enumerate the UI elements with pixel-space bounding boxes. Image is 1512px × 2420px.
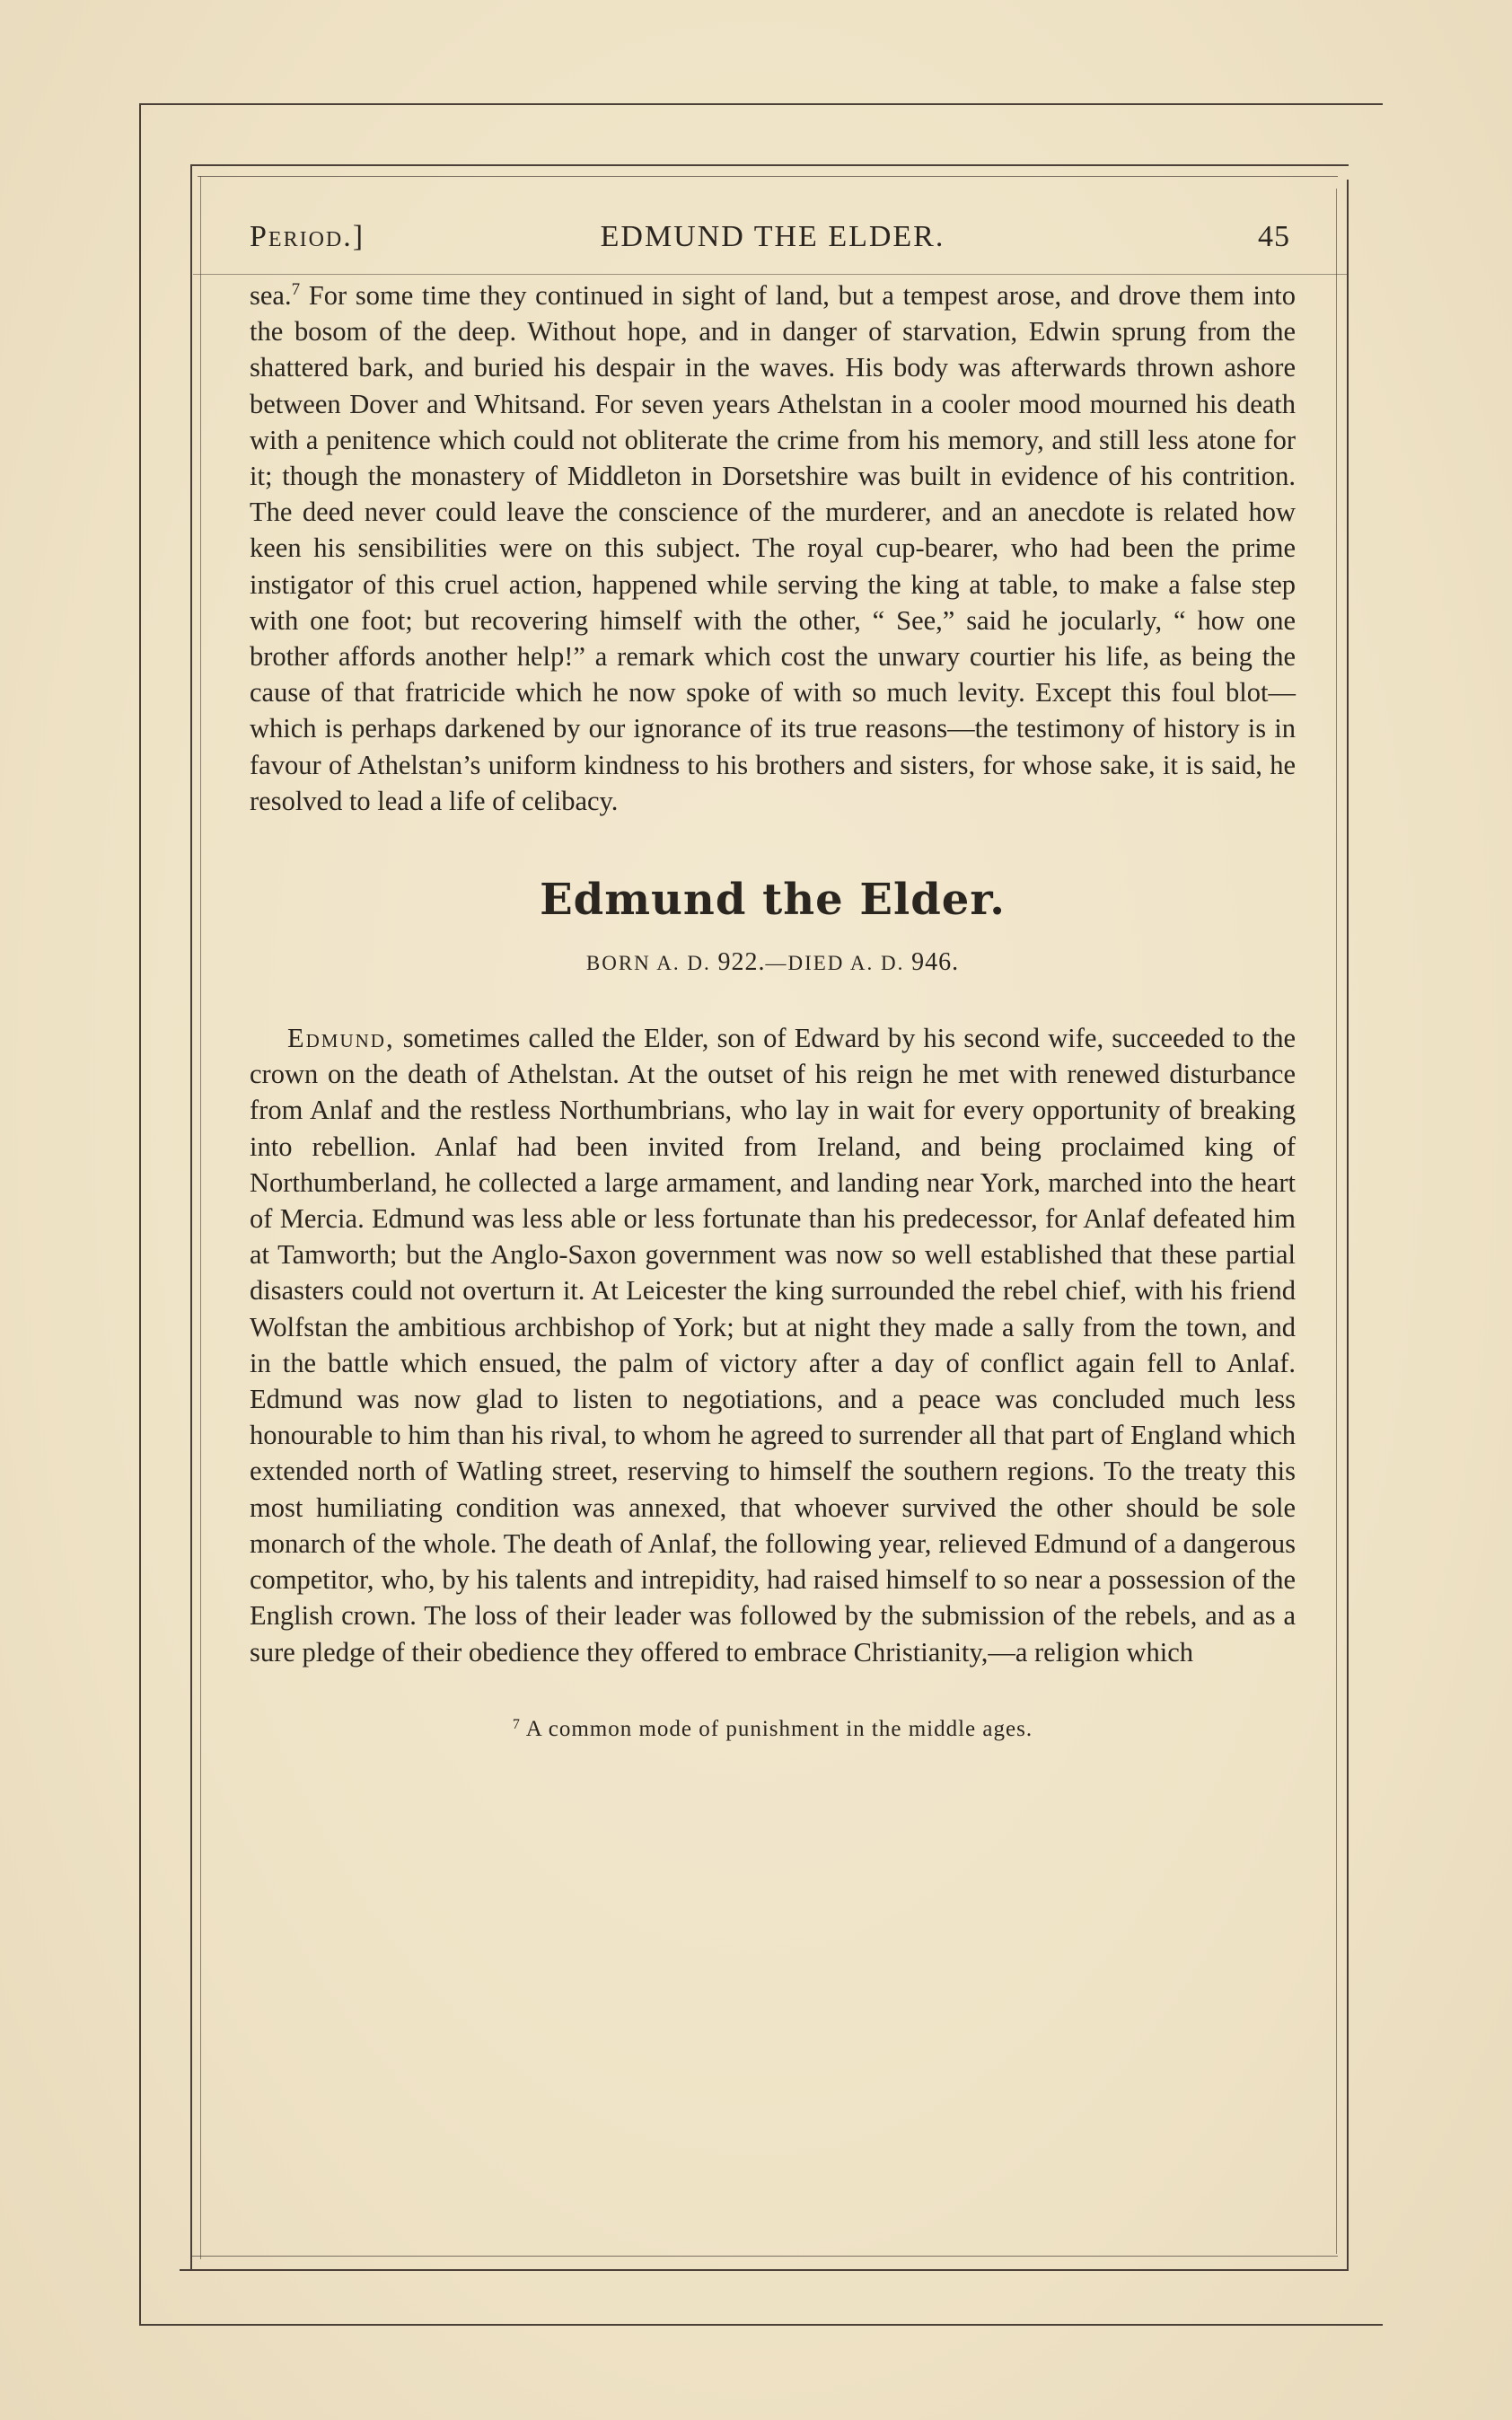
lead-word: Edmund,: [287, 1023, 395, 1054]
section-body: sometimes called the Elder, son of Edward by his second wife, succeeded to the crown on the death of Athelstan. At the outset of his reign he met with renewed disturbance from Anlaf and the restless Northumbrians, who lay in wait for every opportunity of breaking into rebellion. Anlaf had been invited from Ireland, and being proclaimed king of Northumberland, he collected a large armament, and landing near York, marched into the heart of Mercia. Edmund was less able or less fortunate than his predecessor, for Anlaf defeated him at Tamworth; but the Anglo-Saxon government was now so well established that these partial disasters could not overturn it. At Leicester the king surrounded the rebel chief, with his friend Wolfstan the ambitious archbishop of York; but at night they made a sally from the town, and in the battle which ensued, the palm of victory after a day of conflict again fell to Anlaf. Edmund was now glad to listen to negotiations, and a peace was concluded much less honourable to him than his rival, to whom he agreed to surrender all that part of England which extended north of Watling street, reserving to himself the southern regions. To the treaty this most humiliating condition was annexed, that whoever survived the other should be sole monarch of the whole. The death of Anlaf, the following year, relieved Edmund of a dangerous competitor, who, by his talents and intrepidity, had raised himself to so near a possession of the English crown. The loss of their leader was followed by the submission of the rebels, and as a sure pledge of their obedience they offered to embrace Christianity,—a religion which: [250, 1023, 1296, 1668]
inner-frame-right: [1347, 180, 1349, 2270]
section-dates: [250, 948, 1296, 977]
inner-frame-left: [190, 164, 192, 2270]
running-head-section: Period.]: [250, 220, 365, 253]
running-head-title: EDMUND THE ELDER.: [600, 220, 945, 253]
inner-frame-bottom: [180, 2269, 1349, 2271]
outer-frame-top: [139, 103, 1383, 105]
born-label: BORN A. D.: [585, 952, 711, 975]
section-paragraph: [250, 1020, 1296, 1670]
inner-frame-top: [190, 164, 1349, 166]
continuation-start: sea.: [250, 280, 292, 311]
inner-frame-right-2: [1336, 189, 1337, 2254]
inner-frame-bottom-2: [190, 2256, 1338, 2257]
inner-frame-left-2: [200, 176, 201, 2259]
born-year: 922.: [717, 948, 766, 977]
footnote-reference: 7: [291, 280, 301, 299]
died-year: 946.: [911, 948, 960, 977]
continuation-paragraph: [250, 277, 1296, 819]
died-label: —DIED A. D.: [765, 952, 905, 975]
page-content: [250, 211, 1296, 1742]
footnote-marker: 7: [512, 1716, 521, 1732]
footnote-text: A common mode of punishment in the middle ages.: [520, 1716, 1033, 1741]
page-number: 45: [1258, 220, 1290, 253]
outer-frame-left: [139, 103, 141, 2326]
outer-frame-bottom: [139, 2324, 1383, 2326]
inner-frame-top-2: [198, 176, 1338, 177]
running-head: [250, 211, 1296, 265]
section-heading: Edmund the Elder.: [540, 875, 1006, 926]
footnote: [250, 1717, 1296, 1742]
continuation-text: For some time they continued in sight of land, but a tempest arose, and drove them into the bosom of the deep. Without hope, and in danger of starvation, Edwin sprung from the shattered bark, and buried his despair in the waves. His body was afterwards thrown ashore between Dover and Whitsand. For seven years Athelstan in a cooler mood mourned his death with a penitence which could not obliterate the crime from his memory, and still less atone for it; though the monastery of Middleton in Dorsetshire was built in evidence of his contrition. The deed never could leave the conscience of the murderer, and an anecdote is related how keen his sensibilities were on this subject. The royal cup-bearer, who had been the prime instigator of this cruel action, happened while serving the king at table, to make a false step with one foot; but recovering himself with the other, “ See,” said he jocularly, “ how one brother affords another help!” a remark which cost the unwary courtier his life, as being the cause of that fratricide which he now spoke of with so much levity. Except this foul blot—which is perhaps darkened by our ignorance of its true reasons—the testimony of history is in favour of Athelstan’s uniform kindness to his brothers and sisters, for whose sake, it is said, he resolved to lead a life of celibacy.: [250, 280, 1296, 816]
